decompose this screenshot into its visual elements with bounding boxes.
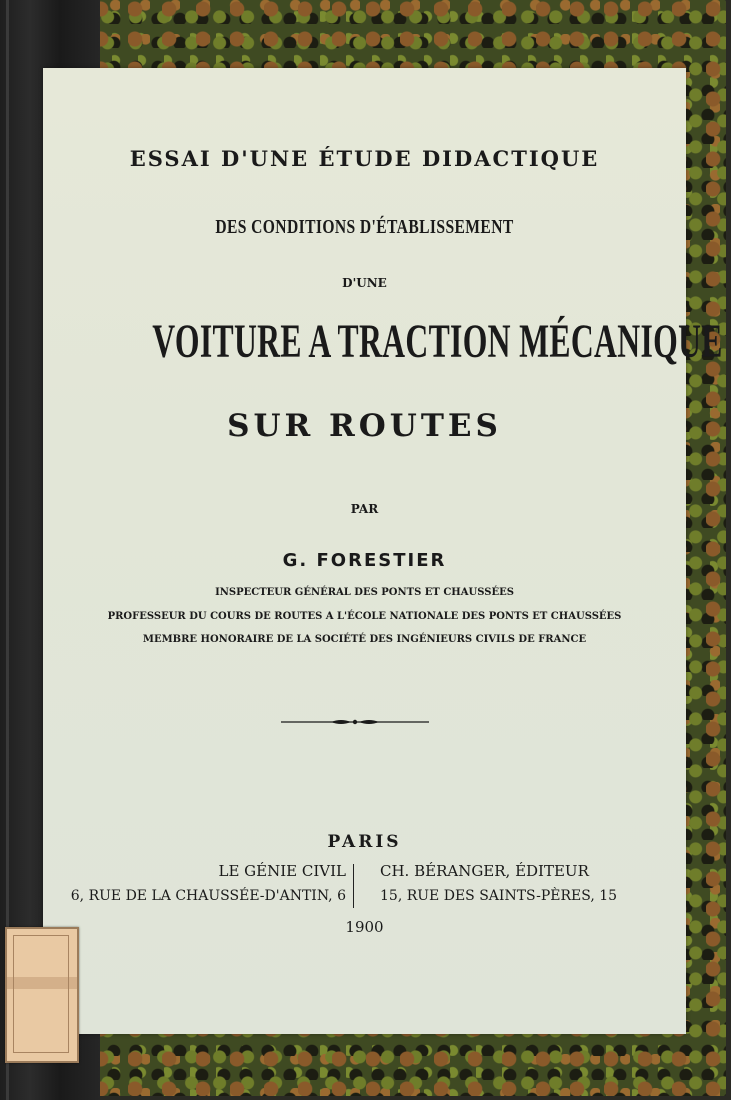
publication-year: 1900 (345, 918, 384, 936)
publisher-left-address: 6, RUE DE LA CHAUSSÉE-D'ANTIN, 6 (70, 888, 346, 904)
sticker-frame (13, 935, 69, 1053)
library-sticker (5, 927, 79, 1063)
author-name: G. FORESTIER (282, 550, 447, 571)
author-credential-1: INSPECTEUR GÉNÉRAL DES PONTS ET CHAUSSÉES (215, 587, 514, 598)
publisher-divider (353, 864, 354, 908)
title-page (43, 68, 723, 1034)
publisher-right-address: 15, RUE DES SAINTS-PÈRES, 15 (380, 888, 618, 904)
title-line-2: DES CONDITIONS D'ÉTABLISSEMENT (215, 216, 514, 238)
ornament-divider (281, 718, 429, 726)
title-line-3: D'UNE (342, 276, 387, 290)
title-line-1: ESSAI D'UNE ÉTUDE DIDACTIQUE (129, 146, 600, 171)
publisher-left-name: LE GÉNIE CIVIL (218, 862, 346, 880)
subtitle: SUR ROUTES (227, 408, 502, 444)
author-credential-3: MEMBRE HONORAIRE DE LA SOCIÉTÉ DES INGÉNIEURS CIVILS DE FRANCE (142, 634, 587, 645)
main-title: VOITURE A TRACTION MÉCANIQUE (152, 315, 723, 368)
author-credential-2: PROFESSEUR DU COURS DE ROUTES A L'ÉCOLE NATIONALE DES PONTS ET CHAUSSÉES (107, 611, 622, 622)
publisher-right-name: CH. BÉRANGER, ÉDITEUR (380, 862, 589, 880)
publication-city: PARIS (327, 832, 402, 852)
by-label: PAR (350, 502, 379, 516)
